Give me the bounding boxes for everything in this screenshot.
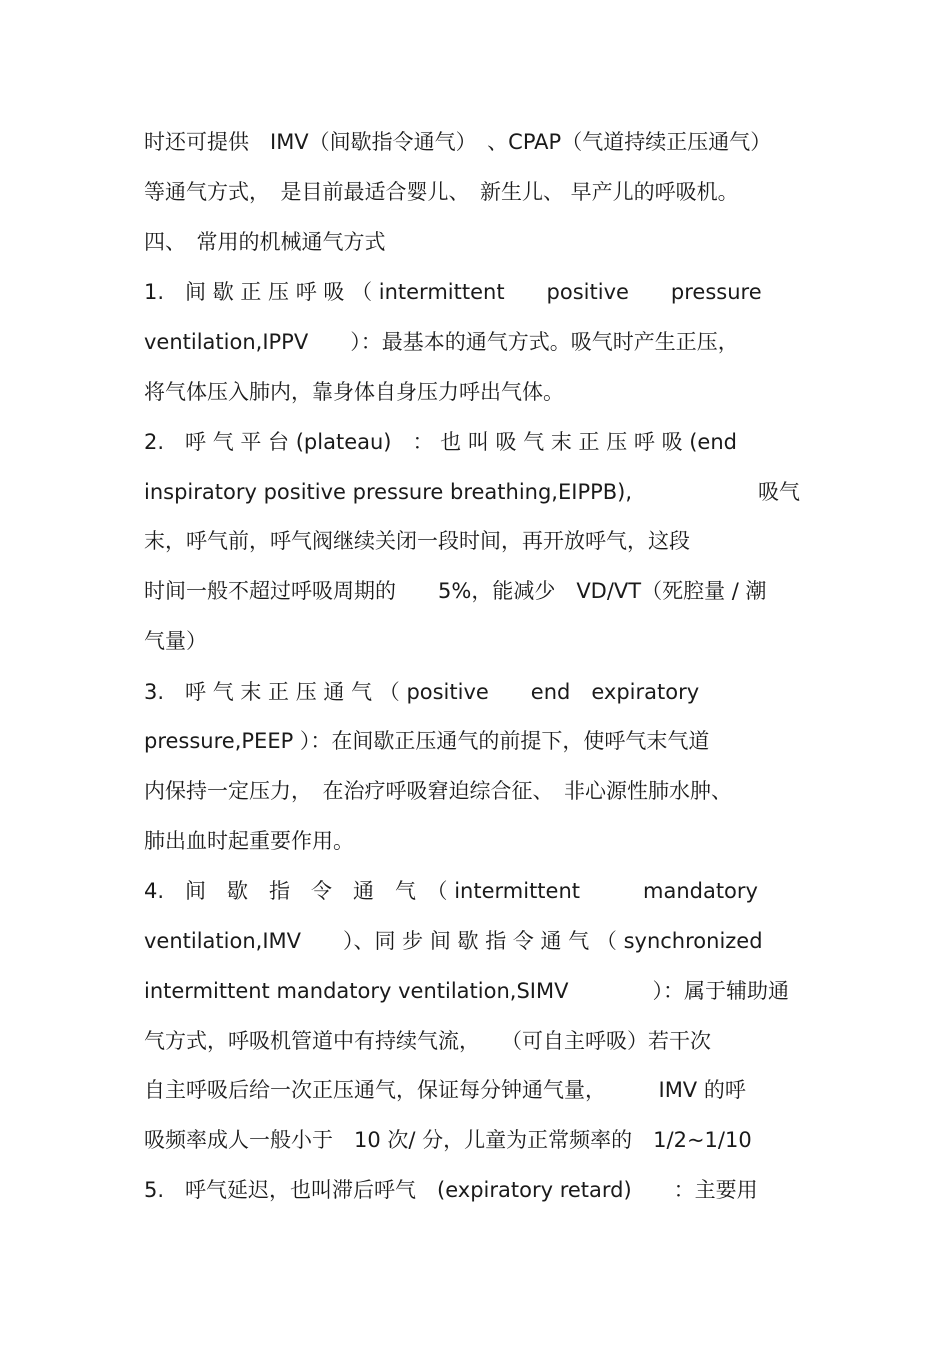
text-line: 肺出血时起重要作用。 bbox=[144, 829, 354, 853]
text-line: 吸频率成人一般小于 10 次/ 分，儿童为正常频率的 1/2~1/10 bbox=[144, 1128, 752, 1152]
text-line: intermittent mandatory ventilation,SIMV ）：属于辅助通 bbox=[144, 979, 789, 1003]
text-line: 5. 呼气延迟，也叫滞后呼气 (expiratory retard) ：主要用 bbox=[144, 1178, 758, 1202]
text-line: 2. 呼 气 平 台 (plateau) ： 也 叫 吸 气 末 正 压 呼 吸 (end bbox=[144, 430, 737, 454]
text-line: 将气体压入肺内，靠身体自身压力呼出气体。 bbox=[144, 380, 564, 404]
text-line: 时间一般不超过呼吸周期的 5%，能减少 VD/VT（死腔量 / 潮 bbox=[144, 579, 767, 603]
text-line: 末，呼气前，呼气阀继续关闭一段时间，再开放呼气，这段 bbox=[144, 529, 690, 553]
text-line: inspiratory positive pressure breathing,EIPPB), 吸气 bbox=[144, 480, 801, 504]
text-line: ventilation,IMV ）、同 步 间 歇 指 令 通 气 （ synchronized bbox=[144, 929, 763, 953]
text-line: 气方式，呼吸机管道中有持续气流， （可自主呼吸）若干次 bbox=[144, 1029, 711, 1053]
text-line: 1. 间 歇 正 压 呼 吸 （ intermittent positive pressure bbox=[144, 280, 762, 304]
text-line: ventilation,IPPV ）：最基本的通气方式。吸气时产生正压， bbox=[144, 330, 739, 354]
text-line: 等通气方式， 是目前最适合婴儿、 新生儿、 早产儿的呼吸机。 bbox=[144, 180, 739, 204]
text-line: 3. 呼 气 末 正 压 通 气 （ positive end expiratory bbox=[144, 680, 700, 704]
text-line: 时还可提供 IMV（间歇指令通气） 、CPAP（气道持续正压通气） bbox=[144, 130, 772, 154]
text-line: 自主呼吸后给一次正压通气，保证每分钟通气量， IMV 的呼 bbox=[144, 1078, 746, 1102]
section-heading: 四、 常用的机械通气方式 bbox=[144, 230, 386, 254]
text-line: 气量） bbox=[144, 629, 207, 653]
text-line: pressure,PEEP ）：在间歇正压通气的前提下，使呼气末气道 bbox=[144, 729, 710, 753]
text-line: 内保持一定压力， 在治疗呼吸窘迫综合征、 非心源性肺水肿、 bbox=[144, 779, 732, 803]
text-line: 4. 间 歇 指 令 通 气 （ intermittent mandatory bbox=[144, 879, 758, 903]
